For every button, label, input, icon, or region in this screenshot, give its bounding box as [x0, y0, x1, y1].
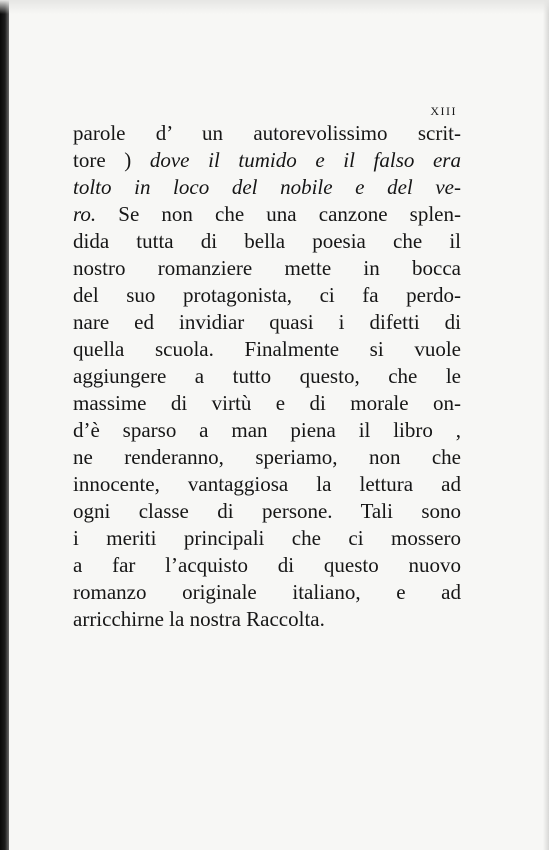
- text-segment: Se non che una canzone splen-: [96, 202, 461, 226]
- text-line: [73, 147, 461, 174]
- text-line: [73, 309, 461, 336]
- text-segment: nare ed invidiar quasi i difetti di: [73, 310, 461, 334]
- text-segment: romanzo originale italiano, e ad: [73, 580, 461, 604]
- italic-text-segment: tolto in loco del nobile e del ve-: [73, 175, 461, 199]
- italic-text-segment: ro.: [73, 202, 97, 226]
- text-segment: i meriti principali che ci mossero: [73, 526, 461, 550]
- text-segment: parole d’ un autorevolissimo scrit-: [73, 121, 461, 145]
- text-line: [73, 174, 461, 201]
- text-line: [73, 282, 461, 309]
- italic-text-segment: dove il tumido e il falso era: [149, 148, 461, 172]
- text-segment: d’è sparso a man piena il libro ,: [73, 418, 461, 442]
- text-segment: del suo protagonista, ci fa perdo-: [73, 283, 461, 307]
- text-line: [73, 606, 461, 633]
- text-line: [73, 417, 461, 444]
- text-line: [73, 228, 461, 255]
- text-line: [73, 255, 461, 282]
- text-line: [73, 120, 461, 147]
- text-segment: quella scuola. Finalmente si vuole: [73, 337, 461, 361]
- text-line: [73, 552, 461, 579]
- text-segment: aggiungere a tutto questo, che le: [73, 364, 461, 388]
- text-line: [73, 336, 461, 363]
- text-line: [73, 498, 461, 525]
- scan-right-shade: [543, 0, 549, 850]
- text-line: [73, 525, 461, 552]
- text-segment: massime di virtù e di morale on-: [73, 391, 461, 415]
- scan-left-edge: [0, 0, 9, 850]
- text-segment: ogni classe di persone. Tali sono: [73, 499, 461, 523]
- text-segment: tore ): [73, 148, 150, 172]
- text-line: [73, 471, 461, 498]
- text-segment: nostro romanziere mette in bocca: [73, 256, 461, 280]
- text-line: [73, 444, 461, 471]
- text-line: [73, 363, 461, 390]
- page-number: xiii: [430, 100, 457, 119]
- text-line: [73, 390, 461, 417]
- scan-top-shade: [0, 0, 549, 14]
- body-text: [73, 120, 461, 633]
- text-segment: ne renderanno, speriamo, non che: [73, 445, 461, 469]
- text-segment: arricchirne la nostra Raccolta.: [73, 607, 325, 631]
- text-segment: a far l’acquisto di questo nuovo: [73, 553, 461, 577]
- text-segment: innocente, vantaggiosa la lettura ad: [73, 472, 461, 496]
- text-line: [73, 579, 461, 606]
- text-line: [73, 201, 461, 228]
- text-segment: dida tutta di bella poesia che il: [73, 229, 461, 253]
